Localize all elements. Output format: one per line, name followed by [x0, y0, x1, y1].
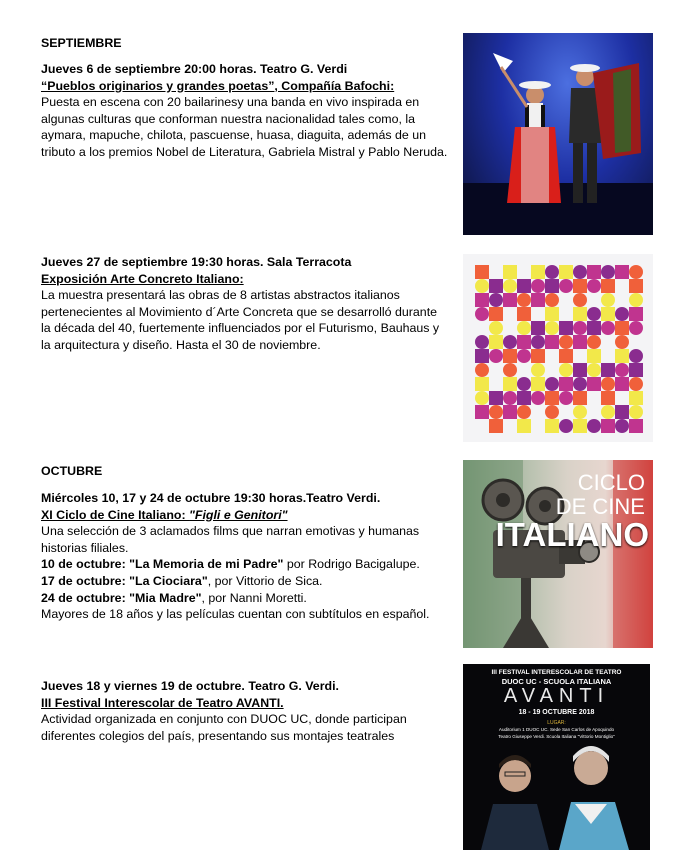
event-title-italic: "Figli e Genitori" [189, 507, 288, 522]
film-director: por Rodrigo Bacigalupe. [283, 557, 420, 572]
event-body-line: tributo a los premios Nobel de Literatura, Gabriela Mistral y Pablo Neruda. [41, 144, 448, 159]
film-name: "Mia Madre" [129, 590, 202, 605]
event-title [41, 507, 453, 524]
event-body-line: algunas culturas que conforman nuestra nacionalidad tales como, la [41, 111, 416, 126]
event-2 [41, 254, 453, 354]
film-name: "La Ciociara" [129, 573, 208, 588]
poster-title-line: ITALIANO [495, 516, 649, 553]
film-item [41, 590, 453, 607]
poster-dates: 18 - 19 OCTUBRE 2018 [518, 709, 595, 716]
concrete-art-image [463, 254, 653, 442]
event-body-line: historias filiales. [41, 540, 129, 555]
event-body-line: Actividad organizada en conjunto con DUOC UC, donde participan [41, 712, 407, 727]
film-name: "La Memoria de mi Padre" [129, 557, 284, 572]
event-title: III Festival Interescolar de Teatro AVANTI. [41, 695, 284, 710]
poster-title-line: DE CINE [555, 494, 645, 519]
film-director: , por Vittorio de Sica. [207, 573, 323, 588]
event-1 [41, 61, 453, 161]
section-heading-september: SEPTIEMBRE [41, 36, 122, 50]
poster-festival-name: AVANTI [503, 685, 610, 707]
event-body-line: Puesta en escena con 20 bailarinesy una banda en vivo inspirada en [41, 95, 420, 110]
poster-title-line: CICLO [577, 470, 645, 495]
film-item [41, 573, 453, 590]
section-heading-october: OCTUBRE [41, 464, 103, 478]
event-body-line: la década del 40, fuertemente influenciados por el Futurismo, Bauhaus y [41, 321, 440, 336]
event-body-line: pertenecientes al Movimiento d´Arte Concreta que se desarrolló durante [41, 304, 438, 319]
avanti-festival-poster [463, 664, 650, 850]
event-title: Exposición Arte Concreto Italiano: [41, 271, 244, 286]
event-title-prefix: XI Ciclo de Cine Italiano: [41, 507, 190, 522]
event-body-line: La muestra presentará las obras de 8 artistas abstractos italianos [41, 288, 400, 303]
event-body-line: aymara, mapuche, chilota, pascuense, huasa, diaguita, además de un [41, 128, 427, 143]
film-date: 24 de octubre: [41, 590, 130, 605]
italian-cinema-poster [463, 460, 653, 648]
film-date: 10 de octubre: [41, 557, 130, 572]
event-date: Jueves 27 de septiembre 19:30 horas. Sala Terracota [41, 255, 352, 269]
event-note: Mayores de 18 años y las películas cuentan con subtítulos en español. [41, 607, 430, 622]
event-body-line: Una selección de 3 aclamados films que narran emotivas y humanas [41, 524, 420, 539]
event-3 [41, 490, 453, 623]
poster-venue: Auditorium 1 DUOC UC. Sede San Carlos de Apoquindo [498, 727, 615, 732]
event-body-line: la arquitectura y diseño. Hasta el 30 de noviembre. [41, 337, 321, 352]
dance-performance-photo [463, 33, 653, 235]
film-director: , por Nanni Moretti. [201, 590, 307, 605]
event-date: Miércoles 10, 17 y 24 de octubre 19:30 horas.Teatro Verdi. [41, 491, 381, 505]
film-item [41, 556, 453, 573]
event-date: Jueves 6 de septiembre 20:00 horas. Teatro G. Verdi [41, 62, 348, 76]
poster-venue: Teatro Giuseppe Verdi. Scuola Italiana "Vittorio Montiglio" [498, 734, 615, 739]
poster-venue-label: LUGAR: [547, 720, 566, 726]
event-4 [41, 678, 453, 744]
poster-line: DUOC UC - SCUOLA ITALIANA [501, 677, 612, 686]
poster-line: III FESTIVAL INTERESCOLAR DE TEATRO [491, 669, 622, 676]
event-date: Jueves 18 y viernes 19 de octubre. Teatro G. Verdi. [41, 679, 339, 693]
film-date: 17 de octubre: [41, 573, 130, 588]
event-title: “Pueblos originarios y grandes poetas”, Compañía Bafochi: [41, 78, 395, 93]
event-body-line: diferentes colegios del país, presentando sus montajes teatrales [41, 728, 395, 743]
